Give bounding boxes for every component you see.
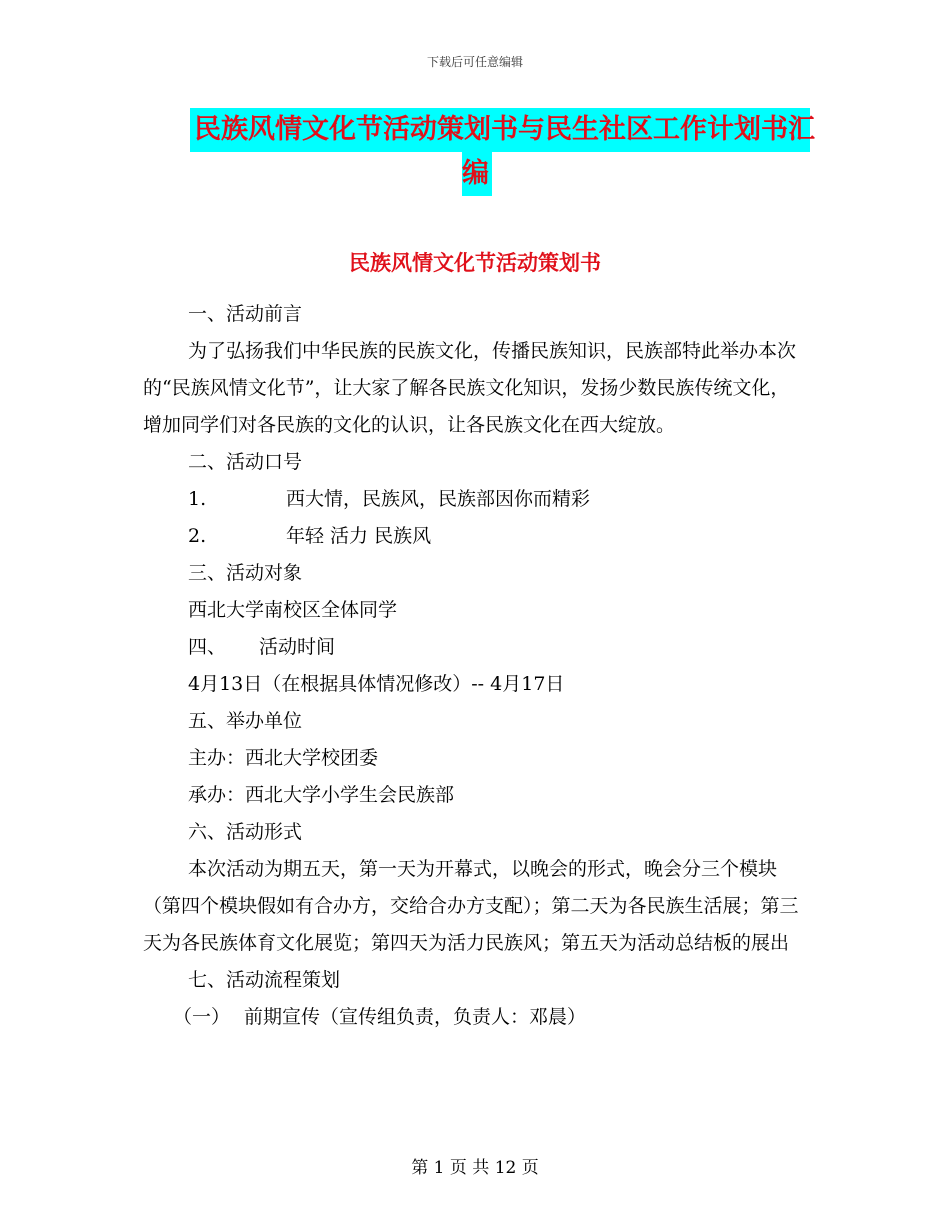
- section-title: 民族风情文化节活动策划书: [349, 251, 601, 275]
- page-number: 第 1 页 共 12 页: [411, 1158, 539, 1178]
- paragraph-host: 主办：西北大学校团委: [188, 747, 379, 769]
- paragraph-format: 本次活动为期五天，第一天为开幕式，以晚会的形式，晚会分三个模块（第四个模块假如有合办方，交给合办方支配）；第二天为各民族生活展；第三天为各民族体育文化展览；第四天为活力民族风；第五天为活动总结板的展出: [143, 858, 799, 954]
- paragraph-organizer: 承办：西北大学小学生会民族部: [188, 784, 455, 806]
- heading-time: [143, 629, 803, 666]
- heading-format: 六、活动形式: [188, 821, 303, 843]
- heading-slogan: 二、活动口号: [188, 451, 303, 473]
- slogan-item-1: [143, 481, 803, 518]
- slogan-text-2: 年轻 活力 民族风: [286, 525, 432, 547]
- heading-organizers: 五、举办单位: [188, 710, 303, 732]
- heading-time-number: 四、: [188, 636, 227, 658]
- header-note: 下载后可任意编辑: [426, 55, 523, 69]
- paragraph-preface: 为了弘扬我们中华民族的民族文化，传播民族知识，民族部特此举办本次的“民族风情文化节”，让大家了解各民族文化知识，发扬少数民族传统文化，增加同学们对各民族的文化的认识，让各民族文化在西大绽放。: [143, 340, 797, 436]
- paragraph-time: 4月13日（在根据具体情况修改）-- 4月17日: [188, 673, 565, 695]
- document-title: [190, 108, 815, 196]
- document-body: [143, 296, 803, 1036]
- document-title-line2: 编: [462, 152, 492, 196]
- slogan-item-2: [143, 518, 803, 555]
- slogan-text-1: 西大情，民族风，民族部因你而精彩: [286, 488, 591, 510]
- heading-process: 七、活动流程策划: [188, 969, 341, 991]
- heading-audience: 三、活动对象: [188, 562, 303, 584]
- subheading-publicity: [143, 999, 803, 1036]
- subheading-publicity-text: 前期宣传（宣传组负责，负责人：邓晨）: [244, 1006, 587, 1028]
- paragraph-audience: 西北大学南校区全体同学: [188, 599, 398, 621]
- heading-preface: 一、活动前言: [188, 303, 303, 325]
- heading-time-label: 活动时间: [259, 636, 336, 658]
- slogan-number-1: 1.: [188, 488, 207, 510]
- slogan-number-2: 2.: [188, 525, 207, 547]
- subheading-publicity-number: （一）: [173, 1006, 231, 1028]
- document-title-line1: 民族风情文化节活动策划书与民生社区工作计划书汇: [190, 108, 810, 152]
